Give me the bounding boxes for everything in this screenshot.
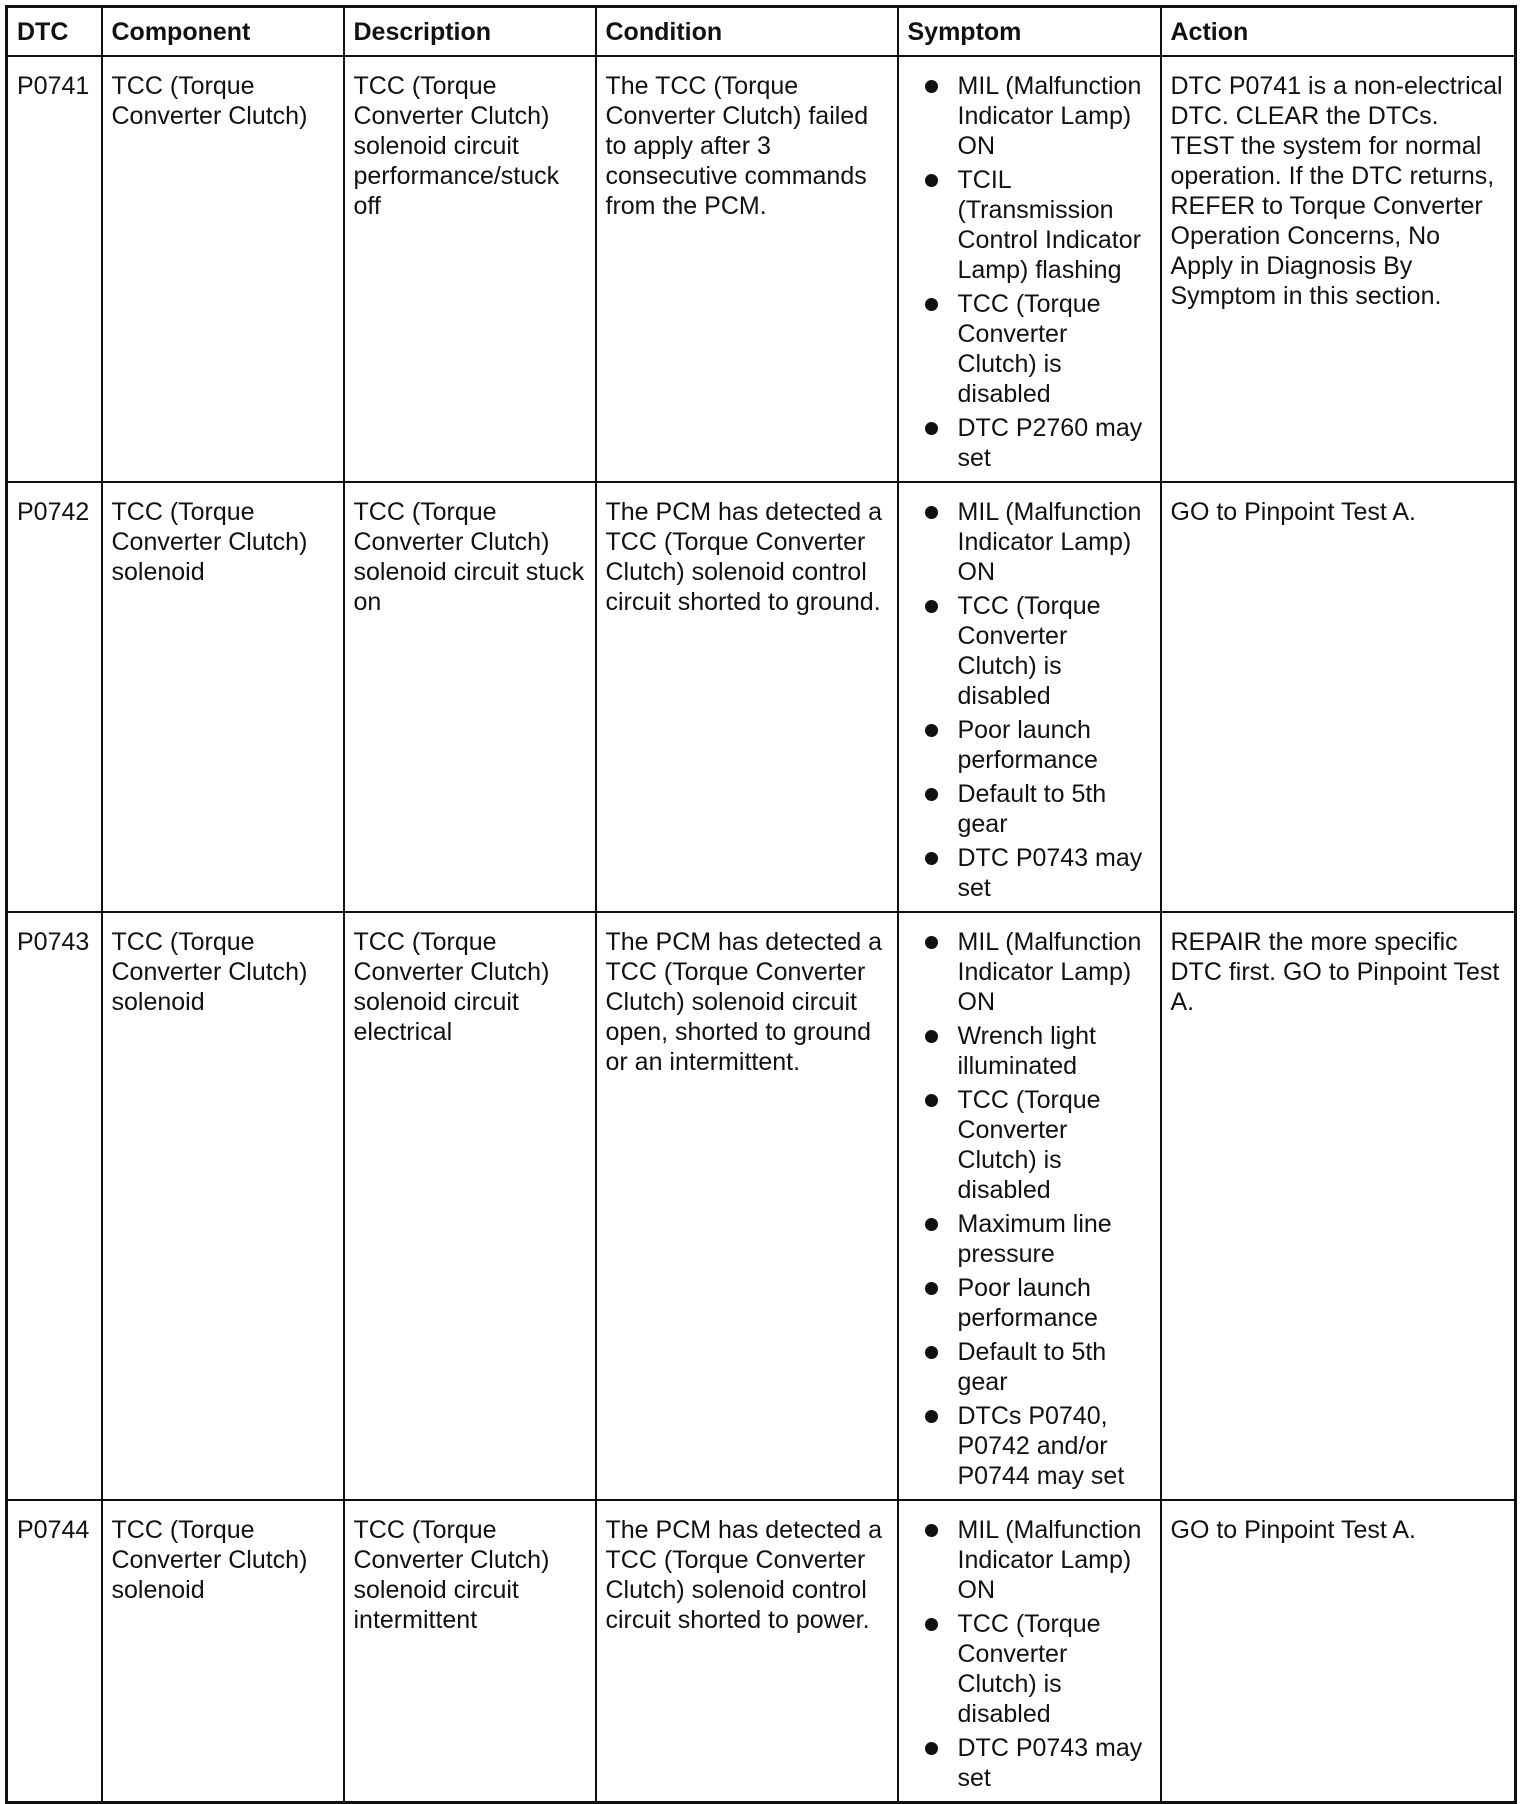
symptom-item	[908, 591, 1152, 711]
symptom-item	[908, 165, 1152, 285]
action-cell: GO to Pinpoint Test A.	[1161, 482, 1516, 912]
symptom-cell	[898, 912, 1161, 1500]
table-row	[7, 1500, 1516, 1803]
bullet-icon	[925, 788, 938, 801]
symptom-text: Wrench light illuminated	[957, 1022, 1096, 1080]
symptom-text: Default to 5th gear	[957, 1338, 1107, 1396]
symptom-cell	[898, 1500, 1161, 1803]
symptom-list	[908, 497, 1152, 903]
symptom-text: Maximum line pressure	[957, 1210, 1112, 1268]
symptom-text: MIL (Malfunction Indicator Lamp) ON	[957, 1516, 1142, 1604]
symptom-item	[908, 289, 1152, 409]
dtc-cell: P0741	[7, 56, 102, 482]
description-cell: TCC (Torque Converter Clutch) solenoid circuit intermittent	[344, 1500, 596, 1803]
symptom-list	[908, 927, 1152, 1491]
symptom-item	[908, 1401, 1152, 1491]
condition-cell: The PCM has detected a TCC (Torque Converter Clutch) solenoid control circuit shorted to ground.	[596, 482, 898, 912]
table-row	[7, 56, 1516, 482]
condition-cell: The PCM has detected a TCC (Torque Converter Clutch) solenoid control circuit shorted to power.	[596, 1500, 898, 1803]
bullet-icon	[925, 80, 938, 93]
table-row	[7, 482, 1516, 912]
header-dtc: DTC	[7, 7, 102, 57]
table-row	[7, 912, 1516, 1500]
bullet-icon	[925, 1618, 938, 1631]
condition-cell: The PCM has detected a TCC (Torque Converter Clutch) solenoid circuit open, shorted to ground or an intermittent.	[596, 912, 898, 1500]
header-symptom: Symptom	[898, 7, 1161, 57]
symptom-item	[908, 1209, 1152, 1269]
bullet-icon	[925, 1030, 938, 1043]
symptom-text: TCC (Torque Converter Clutch) is disabled	[957, 592, 1101, 710]
symptom-text: TCC (Torque Converter Clutch) is disabled	[957, 1610, 1101, 1728]
bullet-icon	[925, 852, 938, 865]
symptom-list	[908, 71, 1152, 473]
symptom-text: TCIL (Transmission Control Indicator Lamp) flashing	[957, 166, 1141, 284]
bullet-icon	[925, 422, 938, 435]
symptom-list	[908, 1515, 1152, 1793]
symptom-text: DTCs P0740, P0742 and/or P0744 may set	[957, 1402, 1125, 1490]
symptom-item	[908, 843, 1152, 903]
symptom-text: DTC P0743 may set	[957, 1734, 1143, 1792]
symptom-text: TCC (Torque Converter Clutch) is disabled	[957, 290, 1101, 408]
bullet-icon	[925, 1346, 938, 1359]
symptom-item	[908, 779, 1152, 839]
symptom-item	[908, 1273, 1152, 1333]
dtc-cell: P0744	[7, 1500, 102, 1803]
symptom-text: TCC (Torque Converter Clutch) is disabled	[957, 1086, 1101, 1204]
component-cell: TCC (Torque Converter Clutch)	[102, 56, 344, 482]
symptom-item	[908, 1337, 1152, 1397]
symptom-text: DTC P2760 may set	[957, 414, 1143, 472]
symptom-text: MIL (Malfunction Indicator Lamp) ON	[957, 928, 1142, 1016]
header-component: Component	[102, 7, 344, 57]
action-cell: REPAIR the more specific DTC first. GO to Pinpoint Test A.	[1161, 912, 1516, 1500]
symptom-item	[908, 71, 1152, 161]
symptom-text: MIL (Malfunction Indicator Lamp) ON	[957, 72, 1142, 160]
bullet-icon	[925, 1742, 938, 1755]
symptom-item	[908, 927, 1152, 1017]
dtc-cell: P0743	[7, 912, 102, 1500]
description-cell: TCC (Torque Converter Clutch) solenoid circuit electrical	[344, 912, 596, 1500]
action-cell: GO to Pinpoint Test A.	[1161, 1500, 1516, 1803]
header-condition: Condition	[596, 7, 898, 57]
symptom-item	[908, 1085, 1152, 1205]
symptom-item	[908, 715, 1152, 775]
bullet-icon	[925, 506, 938, 519]
action-cell: DTC P0741 is a non-electrical DTC. CLEAR the DTCs. TEST the system for normal operation. If the DTC returns, REFER to Torque Converter Operation Concerns, No Apply in Diagnosis By Symptom in this section.	[1161, 56, 1516, 482]
table-header	[7, 7, 1516, 57]
description-cell: TCC (Torque Converter Clutch) solenoid circuit stuck on	[344, 482, 596, 912]
bullet-icon	[925, 936, 938, 949]
header-row	[7, 7, 1516, 57]
symptom-text: Default to 5th gear	[957, 780, 1107, 838]
description-cell: TCC (Torque Converter Clutch) solenoid circuit performance/stuck off	[344, 56, 596, 482]
bullet-icon	[925, 724, 938, 737]
condition-cell: The TCC (Torque Converter Clutch) failed to apply after 3 consecutive commands from the PCM.	[596, 56, 898, 482]
symptom-item	[908, 413, 1152, 473]
bullet-icon	[925, 174, 938, 187]
dtc-table	[5, 5, 1517, 1804]
header-description: Description	[344, 7, 596, 57]
symptom-text: DTC P0743 may set	[957, 844, 1143, 902]
symptom-item	[908, 1515, 1152, 1605]
header-action: Action	[1161, 7, 1516, 57]
table-body	[7, 56, 1516, 1803]
bullet-icon	[925, 1218, 938, 1231]
bullet-icon	[925, 1524, 938, 1537]
bullet-icon	[925, 1410, 938, 1423]
bullet-icon	[925, 1094, 938, 1107]
bullet-icon	[925, 600, 938, 613]
dtc-cell: P0742	[7, 482, 102, 912]
symptom-item	[908, 1021, 1152, 1081]
bullet-icon	[925, 298, 938, 311]
symptom-item	[908, 497, 1152, 587]
symptom-text: MIL (Malfunction Indicator Lamp) ON	[957, 498, 1142, 586]
bullet-icon	[925, 1282, 938, 1295]
symptom-item	[908, 1733, 1152, 1793]
component-cell: TCC (Torque Converter Clutch) solenoid	[102, 482, 344, 912]
component-cell: TCC (Torque Converter Clutch) solenoid	[102, 1500, 344, 1803]
symptom-text: Poor launch performance	[957, 716, 1098, 774]
symptom-cell	[898, 482, 1161, 912]
symptom-cell	[898, 56, 1161, 482]
symptom-text: Poor launch performance	[957, 1274, 1098, 1332]
symptom-item	[908, 1609, 1152, 1729]
component-cell: TCC (Torque Converter Clutch) solenoid	[102, 912, 344, 1500]
